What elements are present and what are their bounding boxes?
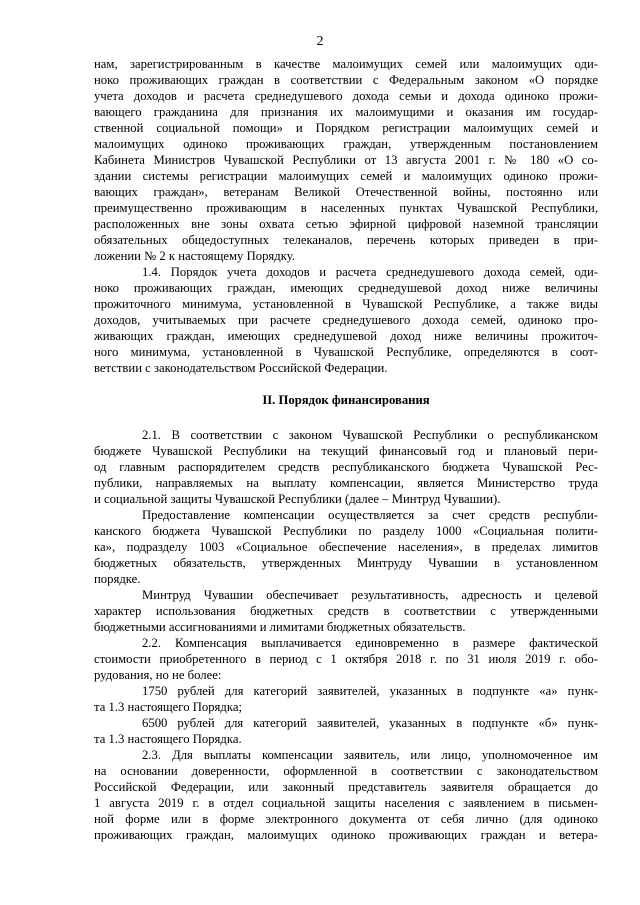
text-line: Кабинета Министров Чувашской Республики от 13 августа 2001 г. № 180 «О со-	[94, 153, 598, 167]
text-line: 1 августа 2019 г. в отдел социальной защиты населения с заявлением в письмен-	[94, 796, 598, 810]
text-line: 2.2. Компенсация выплачивается единовременно в размере фактической	[142, 636, 598, 650]
text-line: та 1.3 настоящего Порядка;	[94, 700, 242, 714]
text-line: рудования, но не более:	[94, 668, 222, 682]
text-line: ложении № 2 к настоящему Порядку.	[94, 249, 295, 263]
text-line: расположенных вне зоны охвата сетью эфирной цифровой наземной трансляции	[94, 217, 598, 231]
text-line: Минтруд Чувашии обеспечивает результативность, адресность и целевой	[142, 588, 598, 602]
paragraph-funding-source	[94, 507, 598, 587]
text-line: ка», подразделу 1003 «Социальное обеспечение населения», в пределах лимитов	[94, 540, 598, 554]
text-line: малоимущих одиноко проживающих граждан, утвержденным постановлением	[94, 137, 598, 151]
paragraph-1-4	[94, 264, 598, 376]
paragraph-mintrud	[94, 587, 598, 635]
text-line: ветствии с законодательством Российской Федерации.	[94, 361, 388, 375]
text-line: публики, направляемых на выплату компенсации, является Министерство труда	[94, 476, 598, 490]
section-heading: II. Порядок финансирования	[262, 393, 430, 407]
text-line: учета доходов и расчета среднедушевого дохода семьи и дохода одиноко прожи-	[94, 89, 598, 103]
paragraph-intro-continuation	[94, 56, 598, 264]
paragraph-2-1	[94, 427, 598, 507]
text-line: ного минимума, установленной в Чувашской Республике, определяются в соот-	[94, 345, 598, 359]
text-line: проживающих граждан, малоимущих одиноко проживающих граждан и ветера-	[94, 828, 598, 842]
text-line: Российской Федерации, или законный представитель заявителя обращается до	[94, 780, 598, 794]
text-line: вающего гражданина для признания их малоимущими и оказания им государ-	[94, 105, 598, 119]
text-line: нам, зарегистрированным в качестве малоимущих семей или малоимущих оди-	[94, 57, 598, 71]
paragraph-amount-1750	[94, 683, 598, 715]
text-line: 2.1. В соответствии с законом Чувашской Республики о республиканском	[142, 428, 598, 442]
page-number: 2	[316, 34, 324, 49]
text-line: ноко проживающих граждан в соответствии с Федеральным законом «О порядке	[94, 73, 598, 87]
text-line: преимущественно проживающим в населенных пунктах Чувашской Республики,	[94, 201, 598, 215]
text-line: та 1.3 настоящего Порядка.	[94, 732, 242, 746]
text-line: характер использования бюджетных средств в соответствии с утвержденными	[94, 604, 598, 618]
text-line: порядке.	[94, 572, 141, 586]
text-line: обязательных общедоступных телеканалов, перечень которых приведен в при-	[94, 233, 598, 247]
text-line: канского бюджета Чувашской Республики по разделу 1000 «Социальная полити-	[94, 524, 598, 538]
paragraph-2-3	[94, 747, 598, 843]
text-line: 1.4. Порядок учета доходов и расчета среднедушевого дохода семей, оди-	[142, 265, 598, 279]
text-line: 2.3. Для выплаты компенсации заявитель, или лицо, уполномоченное им	[142, 748, 598, 762]
text-line: на основании доверенности, оформленной в соответствии с законодательством	[94, 764, 598, 778]
text-line: здании системы регистрации малоимущих семей и малоимущих одиноко прожи-	[94, 169, 598, 183]
text-line: ственной социальной помощи» и Порядком регистрации малоимущих семей и	[94, 121, 598, 135]
text-line: Предоставление компенсации осуществляется за счет средств республи-	[142, 508, 598, 522]
text-line: бюджетными ассигнованиями и лимитами бюджетных обязательств.	[94, 620, 466, 634]
text-line: прожиточного минимума, установленной в Чувашской Республике, а также виды	[94, 297, 598, 311]
paragraph-amount-6500	[94, 715, 598, 747]
text-line: 1750 рублей для категорий заявителей, указанных в подпункте «а» пунк-	[142, 684, 598, 698]
text-line: бюджетных обязательств, утвержденных Минтруду Чувашии в установленном	[94, 556, 598, 570]
text-line: живающих граждан, имеющих среднедушевой доход ниже величины прожиточ-	[94, 329, 598, 343]
document-body	[94, 56, 598, 843]
text-line: ноко проживающих граждан, имеющих среднедушевой доход ниже величины	[94, 281, 598, 295]
text-line: доходов, учитываемых при расчете среднедушевого дохода семей, одиноко про-	[94, 313, 598, 327]
text-line: 6500 рублей для категорий заявителей, указанных в подпункте «б» пунк-	[142, 716, 598, 730]
text-line: стоимости приобретенного в период с 1 октября 2018 г. по 31 июля 2019 г. обо-	[94, 652, 598, 666]
paragraph-2-2	[94, 635, 598, 683]
text-line: вающих граждан», ветеранам Великой Отечественной войны, постоянно или	[94, 185, 598, 199]
text-line: од главным распорядителем средств республиканского бюджета Чувашской Рес-	[94, 460, 598, 474]
text-line: бюджете Чувашской Республики на текущий финансовый год и плановый пери-	[94, 444, 598, 458]
text-line: и социальной защиты Чувашской Республики (далее – Минтруд Чувашии).	[94, 492, 501, 506]
text-line: ной форме или в форме электронного документа от себя лично (для одиноко	[94, 812, 598, 826]
